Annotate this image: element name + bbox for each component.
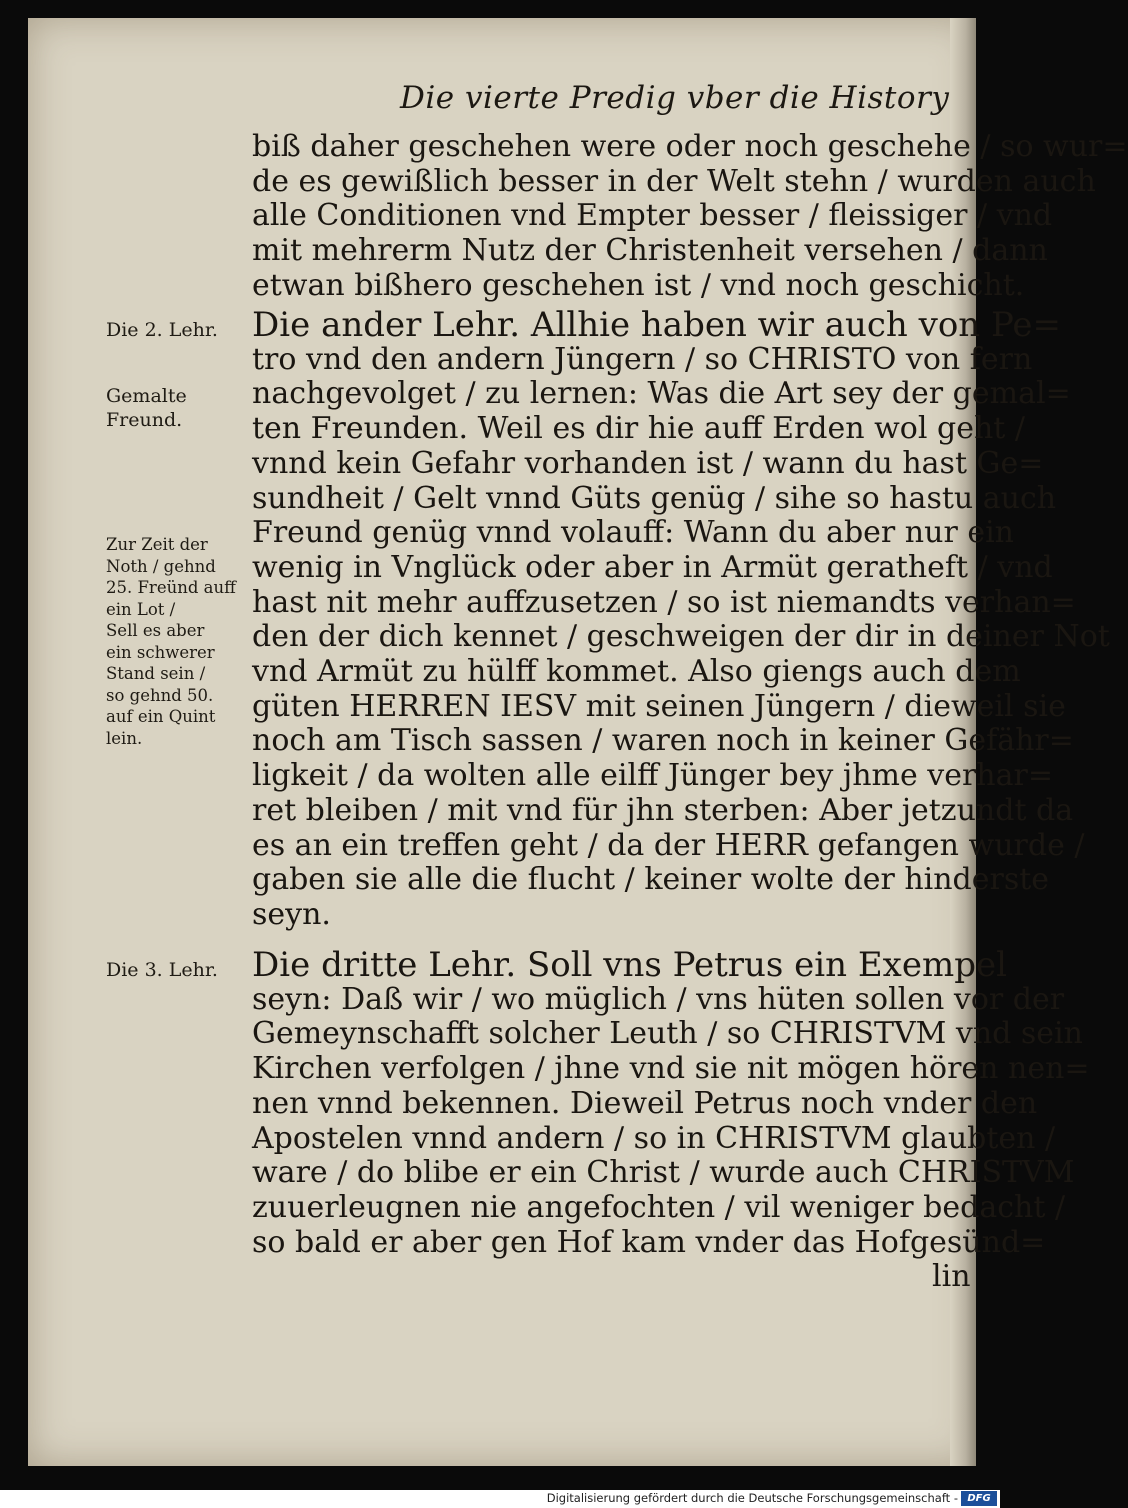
text-line: ligkeit / da wolten alle eilff Jünger bey jhme verhar= — [252, 758, 1053, 794]
book-page — [28, 18, 1128, 1466]
text-line: tro vnd den andern Jüngern / so CHRISTO von fern — [252, 341, 1033, 377]
text-line: ware / do blibe er ein Christ / wurde auch CHRISTVM — [252, 1155, 1075, 1191]
paragraph-continuation — [252, 129, 1128, 304]
paragraph-lehr-2 — [252, 305, 1110, 933]
text-line: Die ander Lehr. Allhie haben wir auch von Pe= — [252, 305, 1061, 345]
margin-note-line: lein. — [106, 728, 143, 748]
text-line: Freund genüg vnnd volauff: Wann du aber nur ein — [252, 515, 1014, 551]
margin-note-line: Stand sein / — [106, 664, 206, 683]
text-line: seyn: Daß wir / wo müglich / vns hüten sollen vor der — [252, 981, 1065, 1017]
text-line: so bald er aber gen Hof kam vnder das Hofgesünd= — [252, 1224, 1046, 1260]
margin-note-line: 25. Freünd auff — [106, 578, 236, 597]
text-line: ten Freunden. Weil es dir hie auff Erden wol geht / — [252, 411, 1025, 447]
text-line: zuuerleugnen nie angefochten / vil weniger bedacht / — [252, 1189, 1066, 1225]
text-line: Kirchen verfolgen / jhne vnd sie nit mögen hören nen= — [252, 1051, 1090, 1087]
footer-credit: Digitalisierung gefördert durch die Deutsche Forschungsgemeinschaft - — [546, 1491, 958, 1505]
paragraph-lehr-3 — [252, 945, 1090, 1295]
running-head: Die vierte Predig vber die History — [400, 80, 950, 116]
margin-note-line: ein schwerer — [106, 642, 215, 662]
text-line: alle Conditionen vnd Empter besser / fleissiger / vnd — [252, 198, 1053, 234]
margin-note-line: Sell es aber — [106, 621, 205, 640]
margin-note-line: Noth / gehnd — [106, 556, 216, 576]
text-line: sundheit / Gelt vnnd Güts genüg / sihe so hastu auch — [252, 480, 1057, 516]
text-line: vnd Armüt zu hülff kommet. Also giengs auch dem — [252, 654, 1021, 690]
text-line: Apostelen vnnd andern / so in CHRISTVM glaubten / — [252, 1120, 1056, 1156]
text-line: hast nit mehr auffzusetzen / so ist niemandts verhan= — [252, 584, 1076, 620]
text-line: mit mehrerm Nutz der Christenheit versehen / dann — [252, 233, 1048, 269]
text-line: ret bleiben / mit vnd für jhn sterben: Aber jetzundt da — [252, 792, 1074, 828]
margin-note-line: auf ein Quint — [106, 707, 216, 726]
text-line: güten HERREN IESV mit seinen Jüngern / dieweil sie — [252, 688, 1066, 724]
text-line: nen vnnd bekennen. Dieweil Petrus noch vnder den — [252, 1085, 1038, 1121]
text-line: Gemeynschafft solcher Leuth / so CHRISTVM vnd sein — [252, 1016, 1083, 1052]
text-line: den der dich kennet / geschweigen der dir in deiner Not — [252, 619, 1110, 655]
margin-note-gemalte-freund: Gemalte Freund. — [106, 385, 187, 431]
text-line: Die dritte Lehr. Soll vns Petrus ein Exempel — [252, 945, 1007, 985]
margin-note-line: so gehnd 50. — [106, 685, 214, 705]
text-line: de es gewißlich besser in der Welt stehn / wurden auch — [252, 163, 1096, 199]
margin-note-lehr-2: Die 2. Lehr. — [106, 319, 218, 341]
text-line: gaben sie alle die flucht / keiner wolte der hinderste — [252, 862, 1050, 898]
text-line: es an ein treffen geht / da der HERR gefangen wurde / — [252, 827, 1085, 863]
dfg-logo: DFG — [961, 1491, 997, 1506]
margin-note-noth — [106, 534, 266, 749]
text-line: wenig in Vnglück oder aber in Armüt geratheft / vnd — [252, 549, 1053, 585]
margin-note-line: ein Lot / — [106, 599, 176, 619]
text-line: nachgevolget / zu lernen: Was die Art sey der gemal= — [252, 376, 1071, 412]
text-line: etwan bißhero geschehen ist / vnd noch geschicht. — [252, 267, 1025, 303]
text-line: lin — [932, 1259, 971, 1295]
text-line: seyn. — [252, 896, 331, 932]
text-line: biß daher geschehen were oder noch geschehe / so wur= — [252, 129, 1128, 164]
text-line: noch am Tisch sassen / waren noch in keiner Gefähr= — [252, 723, 1074, 759]
text-line: vnnd kein Gefahr vorhanden ist / wann du hast Ge= — [252, 445, 1044, 481]
margin-note-lehr-3: Die 3. Lehr. — [106, 959, 218, 981]
margin-note-line: Zur Zeit der — [106, 535, 208, 554]
